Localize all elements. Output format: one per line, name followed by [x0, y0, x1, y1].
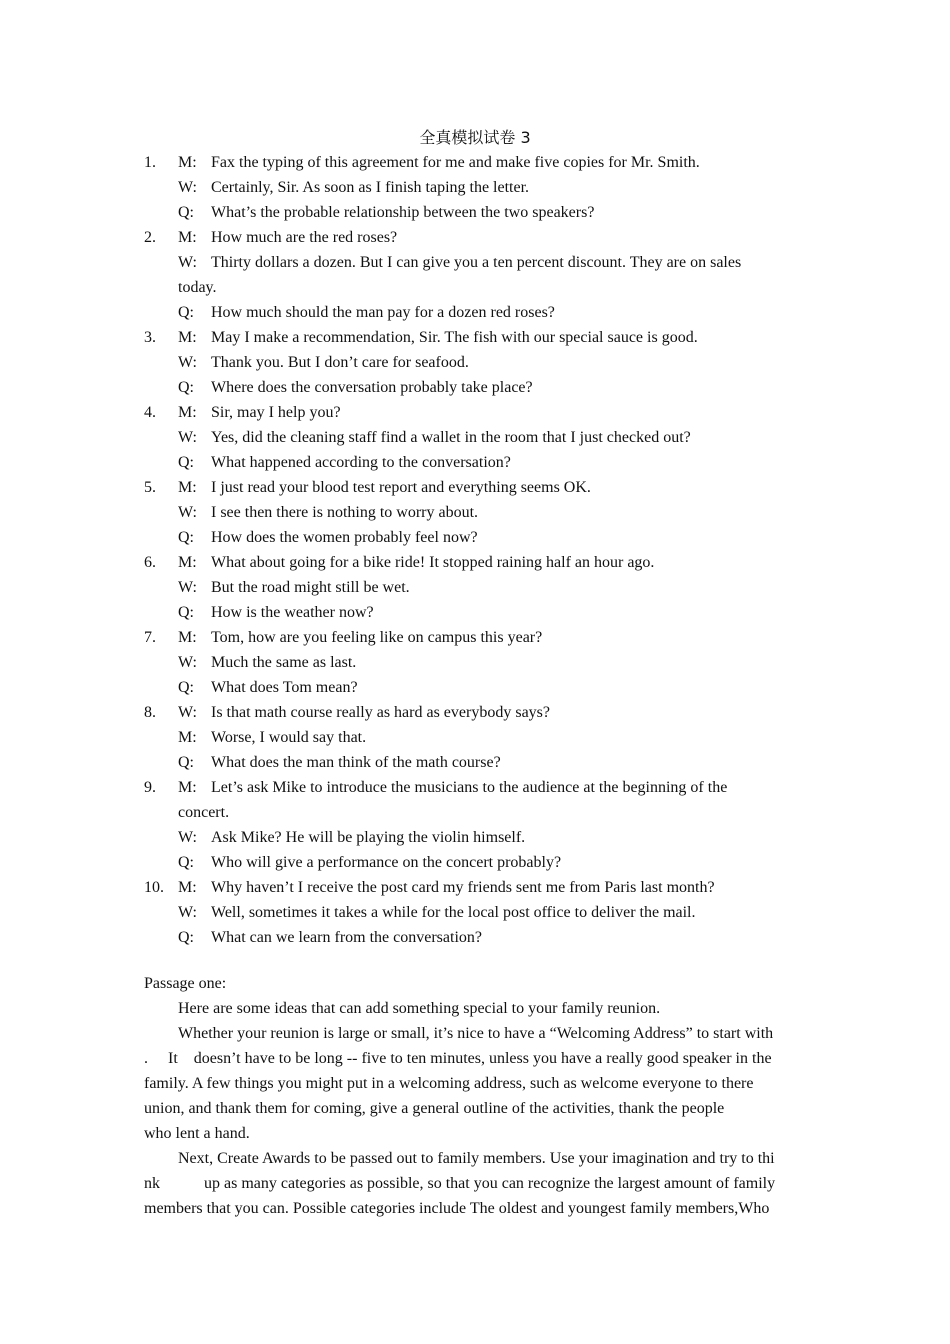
dialogue-text: But the road might still be wet. — [211, 579, 410, 596]
dialogue-text: What can we learn from the conversation? — [211, 929, 482, 946]
dialogue-text: What does Tom mean? — [211, 679, 358, 696]
speaker-label: Q: — [178, 854, 194, 871]
dialogue-text: How much are the red roses? — [211, 229, 398, 246]
dialogue-text: Is that math course really as hard as everybody says? — [211, 704, 550, 721]
dialogue-line — [0, 750, 950, 775]
speaker-label: W: — [178, 179, 197, 196]
dialogue-line — [0, 925, 950, 950]
dialogue-line — [0, 350, 950, 375]
speaker-label: M: — [178, 779, 197, 796]
passage-line: Next, Create Awards to be passed out to family members. Use your imagination and try to thi — [178, 1150, 775, 1167]
speaker-label: W: — [178, 429, 197, 446]
dialogue-text: What about going for a bike ride! It stopped raining half an hour ago. — [211, 554, 655, 571]
dialogue-text: Tom, how are you feeling like on campus this year? — [211, 629, 543, 646]
dialogue-line — [0, 675, 950, 700]
speaker-label: M: — [178, 554, 197, 571]
dialogue-item — [0, 225, 950, 325]
dialogue-text: Certainly, Sir. As soon as I finish taping the letter. — [211, 179, 530, 196]
speaker-label: W: — [178, 579, 197, 596]
dialogue-text: Well, sometimes it takes a while for the local post office to deliver the mail. — [211, 904, 696, 921]
dialogue-text: What does the man think of the math course? — [211, 754, 501, 771]
dialogue-item — [0, 150, 950, 225]
dialogue-text: Fax the typing of this agreement for me and make five copies for Mr. Smith. — [211, 154, 700, 171]
dialogue-text: How much should the man pay for a dozen red roses? — [211, 304, 555, 321]
dialogue-line — [0, 300, 950, 325]
speaker-label: W: — [178, 254, 197, 271]
passage-line: nk up as many categories as possible, so that you can recognize the largest amount of family — [144, 1175, 776, 1192]
dialogue-line — [0, 700, 950, 725]
speaker-label: M: — [178, 404, 197, 421]
passage-line: union, and thank them for coming, give a general outline of the activities, thank the people — [144, 1100, 725, 1117]
dialogue-line — [0, 575, 950, 600]
question-number: 5. — [144, 479, 156, 496]
dialogue-line — [0, 450, 950, 475]
dialogue-item — [0, 775, 950, 875]
dialogue-line — [0, 600, 950, 625]
speaker-label: M: — [178, 229, 197, 246]
speaker-label: Q: — [178, 529, 194, 546]
dialogue-line-continuation — [0, 800, 950, 825]
dialogue-item — [0, 400, 950, 475]
dialogue-line — [0, 850, 950, 875]
dialogue-line — [0, 325, 950, 350]
dialogue-list — [0, 150, 950, 950]
dialogue-line — [0, 375, 950, 400]
dialogue-text: I just read your blood test report and everything seems OK. — [211, 479, 591, 496]
speaker-label: Q: — [178, 754, 194, 771]
speaker-label: W: — [178, 704, 197, 721]
question-number: 3. — [144, 329, 156, 346]
passage-line: members that you can. Possible categories include The oldest and youngest family members,Who — [144, 1200, 770, 1217]
dialogue-text: I see then there is nothing to worry about. — [211, 504, 479, 521]
speaker-label: W: — [178, 354, 197, 371]
dialogue-line — [0, 225, 950, 250]
speaker-label: Q: — [178, 679, 194, 696]
question-number: 1. — [144, 154, 156, 171]
dialogue-text: How does the women probably feel now? — [211, 529, 478, 546]
dialogue-text: How is the weather now? — [211, 604, 374, 621]
dialogue-line — [0, 525, 950, 550]
dialogue-line — [0, 500, 950, 525]
dialogue-line — [0, 400, 950, 425]
speaker-label: M: — [178, 879, 197, 896]
dialogue-line — [0, 550, 950, 575]
dialogue-line — [0, 825, 950, 850]
dialogue-text: Who will give a performance on the concert probably? — [211, 854, 562, 871]
dialogue-text: Worse, I would say that. — [211, 729, 367, 746]
dialogue-line-continuation — [0, 275, 950, 300]
passage-one — [0, 971, 950, 1221]
dialogue-line — [0, 725, 950, 750]
dialogue-item — [0, 325, 950, 400]
dialogue-line — [0, 650, 950, 675]
passage-line: Here are some ideas that can add something special to your family reunion. — [178, 1000, 661, 1017]
speaker-label: M: — [178, 729, 197, 746]
question-number: 8. — [144, 704, 156, 721]
speaker-label: W: — [178, 829, 197, 846]
dialogue-item — [0, 875, 950, 950]
speaker-label: W: — [178, 904, 197, 921]
dialogue-line — [0, 250, 950, 275]
dialogue-text: Ask Mike? He will be playing the violin himself. — [211, 829, 526, 846]
dialogue-text: Let’s ask Mike to introduce the musicians to the audience at the beginning of the — [211, 779, 728, 796]
dialogue-line — [0, 875, 950, 900]
passage-line: . It doesn’t have to be long -- five to ten minutes, unless you have a really good speaker in the — [144, 1050, 772, 1067]
dialogue-item — [0, 625, 950, 700]
passage-heading: Passage one: — [144, 975, 227, 992]
question-number: 4. — [144, 404, 156, 421]
speaker-label: M: — [178, 479, 197, 496]
speaker-label: M: — [178, 329, 197, 346]
speaker-label: Q: — [178, 204, 194, 221]
dialogue-text: Why haven’t I receive the post card my friends sent me from Paris last month? — [211, 879, 715, 896]
dialogue-line — [0, 150, 950, 175]
dialogue-text-continuation: concert. — [178, 804, 230, 821]
dialogue-item — [0, 550, 950, 625]
question-number: 9. — [144, 779, 156, 796]
dialogue-line — [0, 900, 950, 925]
dialogue-text: Thank you. But I don’t care for seafood. — [211, 354, 469, 371]
speaker-label: W: — [178, 504, 197, 521]
dialogue-text: Much the same as last. — [211, 654, 357, 671]
dialogue-text: Sir, may I help you? — [211, 404, 341, 421]
dialogue-line — [0, 425, 950, 450]
dialogue-line — [0, 625, 950, 650]
dialogue-text: Yes, did the cleaning staff find a wallet in the room that I just checked out? — [211, 429, 691, 446]
speaker-label: Q: — [178, 304, 194, 321]
passage-line: who lent a hand. — [144, 1125, 250, 1142]
question-number: 2. — [144, 229, 156, 246]
speaker-label: Q: — [178, 454, 194, 471]
speaker-label: Q: — [178, 929, 194, 946]
dialogue-line — [0, 775, 950, 800]
page-title: 全真模拟试卷 3 — [419, 128, 531, 147]
dialogue-text: May I make a recommendation, Sir. The fish with our special sauce is good. — [211, 329, 698, 346]
dialogue-text: What happened according to the conversation? — [211, 454, 511, 471]
question-number: 7. — [144, 629, 156, 646]
speaker-label: M: — [178, 154, 197, 171]
speaker-label: W: — [178, 654, 197, 671]
dialogue-text-continuation: today. — [178, 279, 217, 296]
dialogue-line — [0, 475, 950, 500]
dialogue-item — [0, 475, 950, 550]
dialogue-line — [0, 200, 950, 225]
speaker-label: M: — [178, 629, 197, 646]
question-number: 10. — [144, 879, 164, 896]
passage-line: Whether your reunion is large or small, it’s nice to have a “Welcoming Address” to start with — [178, 1025, 774, 1042]
passage-line: family. A few things you might put in a welcoming address, such as welcome everyone to there — [144, 1075, 754, 1092]
speaker-label: Q: — [178, 379, 194, 396]
question-number: 6. — [144, 554, 156, 571]
dialogue-text: What’s the probable relationship between the two speakers? — [211, 204, 595, 221]
dialogue-text: Where does the conversation probably take place? — [211, 379, 533, 396]
speaker-label: Q: — [178, 604, 194, 621]
dialogue-line — [0, 175, 950, 200]
dialogue-text: Thirty dollars a dozen. But I can give you a ten percent discount. They are on sales — [211, 254, 742, 271]
dialogue-item — [0, 700, 950, 775]
